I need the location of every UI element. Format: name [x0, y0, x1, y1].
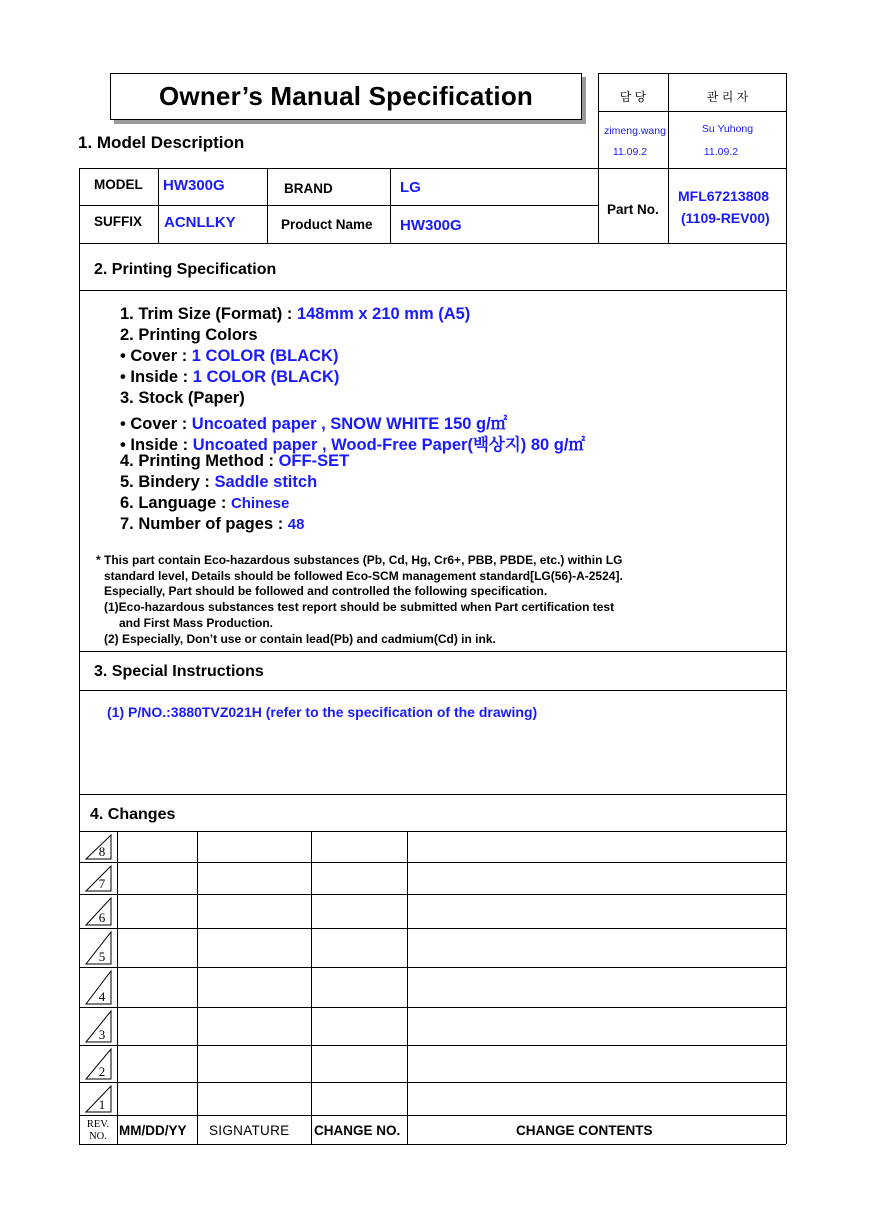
no-label: NO.: [89, 1131, 107, 1142]
suffix-label: SUFFIX: [94, 214, 143, 229]
model-row-divider: [79, 205, 599, 206]
cover-color-label: • Cover :: [120, 347, 192, 365]
approval-col1-head: 담 당: [619, 90, 647, 104]
frame-right: [786, 244, 787, 1144]
changes-row-line: [79, 894, 786, 895]
revision-triangle-icon: [85, 1048, 111, 1079]
changes-column-line: [311, 831, 312, 1144]
bindery-line: [120, 473, 317, 492]
brand-value: LG: [400, 179, 421, 196]
part-no-label: Part No.: [607, 202, 659, 217]
rev-no-label: [80, 1119, 116, 1143]
revision-number: 6: [98, 910, 106, 925]
section2-title: 2. Printing Specification: [94, 261, 277, 278]
revision-triangle-icon: [85, 1085, 111, 1112]
approval-col2-name: Su Yuhong: [701, 123, 754, 135]
revision-triangle-icon: [85, 970, 111, 1004]
approval-col2-date: 11.09.2: [703, 146, 739, 158]
model-col-line-3: [390, 168, 391, 244]
trim-size-line: [120, 305, 470, 324]
eco-note-line-2: standard level, Details should be followed Eco-SCM management standard[LG(56)-A-2524].: [104, 569, 623, 583]
changes-row-line: [79, 1115, 786, 1116]
cover-stock-label: • Cover :: [120, 415, 192, 433]
document-title: Owner’s Manual Specification: [158, 81, 534, 111]
inside-stock-label: • Inside :: [120, 436, 193, 454]
product-name-value: HW300G: [400, 217, 462, 234]
changes-row-line: [79, 967, 786, 968]
section1-title: 1. Model Description: [78, 133, 245, 152]
trim-size-value: 148mm x 210 mm (A5): [296, 305, 471, 323]
approval-col1-date: 11.09.2: [612, 146, 648, 158]
language-line: [120, 494, 289, 513]
eco-note-line-6: (2) Especially, Don’t use or contain lead(Pb) and cadmium(Cd) in ink.: [104, 632, 496, 646]
eco-note-line-3: Especially, Part should be followed and controlled the following specification.: [104, 584, 548, 598]
model-col-line-2: [267, 168, 268, 244]
inside-stock-value: Uncoated paper , Wood-Free Paper(백상지) 80 g/㎡: [192, 436, 585, 454]
changes-row-line: [79, 831, 786, 832]
revision-triangle-icon: [85, 834, 111, 858]
part-no-revision: (1109-REV00): [681, 210, 770, 226]
changes-column-line: [117, 831, 118, 1144]
cover-color-value: 1 COLOR (BLACK): [191, 347, 339, 365]
changes-column-line: [197, 831, 198, 1144]
rev-label: REV.: [86, 1119, 110, 1130]
eco-note-line-5: and First Mass Production.: [119, 616, 274, 630]
eco-note-line-4: (1)Eco-hazardous substances test report should be submitted when Part certification test: [104, 600, 615, 614]
cover-stock-value: Uncoated paper , SNOW WHITE 150 g/㎡: [191, 415, 508, 433]
approval-col2-head: 관 리 자: [706, 90, 749, 104]
changes-row-line: [79, 1144, 786, 1145]
section3-top-line: [79, 651, 787, 652]
language-label: 6. Language :: [120, 494, 231, 512]
section4-title: 4. Changes: [90, 806, 176, 823]
printing-method-label: 4. Printing Method :: [120, 452, 279, 470]
model-value: HW300G: [163, 177, 225, 194]
revision-number: 7: [98, 876, 106, 891]
special-instruction: (1) P/NO.:3880TVZ021H (refer to the specification of the drawing): [107, 704, 538, 720]
revision-triangle-icon: [85, 1010, 111, 1042]
pages-label: 7. Number of pages :: [120, 515, 288, 533]
language-value: Chinese: [230, 495, 290, 512]
changes-row-line: [79, 1082, 786, 1083]
revision-number: 3: [98, 1027, 106, 1042]
changes-column-line: [407, 831, 408, 1144]
revision-number: 8: [98, 844, 106, 859]
revision-triangle-icon: [85, 897, 111, 925]
revision-number: 4: [98, 989, 106, 1004]
signature-column-label: SIGNATURE: [209, 1123, 290, 1138]
frame-left: [79, 244, 80, 1144]
printing-method-value: OFF-SET: [278, 452, 350, 470]
printing-colors-label: 2. Printing Colors: [120, 326, 258, 344]
revision-triangle-icon: [85, 931, 111, 964]
trim-size-label: 1. Trim Size (Format) :: [120, 305, 297, 323]
change-no-column-label: CHANGE NO.: [314, 1123, 401, 1138]
date-column-label: MM/DD/YY: [119, 1123, 187, 1138]
eco-note-line-1: * This part contain Eco-hazardous substances (Pb, Cd, Hg, Cr6+, PBB, PBDE, etc.) within LG: [96, 553, 623, 567]
model-label: MODEL: [94, 177, 143, 192]
inside-color-line: [120, 368, 339, 387]
section4-top-line: [79, 794, 787, 795]
changes-row-line: [79, 1045, 786, 1046]
pages-line: [120, 515, 304, 534]
document-title-box: [110, 73, 582, 120]
approval-head-line: [598, 111, 787, 112]
approval-col1-name: zimeng.wang: [604, 125, 666, 137]
model-col-line-4: [598, 168, 599, 244]
change-contents-column-label: CHANGE CONTENTS: [516, 1123, 653, 1138]
revision-triangle-icon: [85, 865, 111, 889]
product-name-label: Product Name: [281, 217, 373, 232]
part-no-value: MFL67213808: [678, 188, 770, 204]
bindery-value: Saddle stitch: [214, 473, 318, 491]
section2-line: [79, 290, 787, 291]
model-col-line-1: [158, 168, 159, 244]
suffix-value: ACNLLKY: [164, 214, 236, 231]
brand-label: BRAND: [284, 181, 333, 196]
changes-row-line: [79, 928, 786, 929]
printing-method-line: [120, 452, 349, 471]
revision-number: 5: [98, 949, 106, 964]
stock-label: 3. Stock (Paper): [120, 389, 245, 407]
pages-value: 48: [287, 516, 305, 533]
changes-row-line: [79, 1007, 786, 1008]
revision-number: 2: [98, 1064, 106, 1079]
inside-color-value: 1 COLOR (BLACK): [192, 368, 340, 386]
revision-number: 1: [98, 1097, 106, 1112]
model-col-line-5: [668, 168, 669, 244]
inside-color-label: • Inside :: [120, 368, 193, 386]
bindery-label: 5. Bindery :: [120, 473, 215, 491]
section3-line: [79, 690, 787, 691]
cover-color-line: [120, 347, 338, 366]
changes-row-line: [79, 862, 786, 863]
section3-title: 3. Special Instructions: [94, 663, 264, 680]
